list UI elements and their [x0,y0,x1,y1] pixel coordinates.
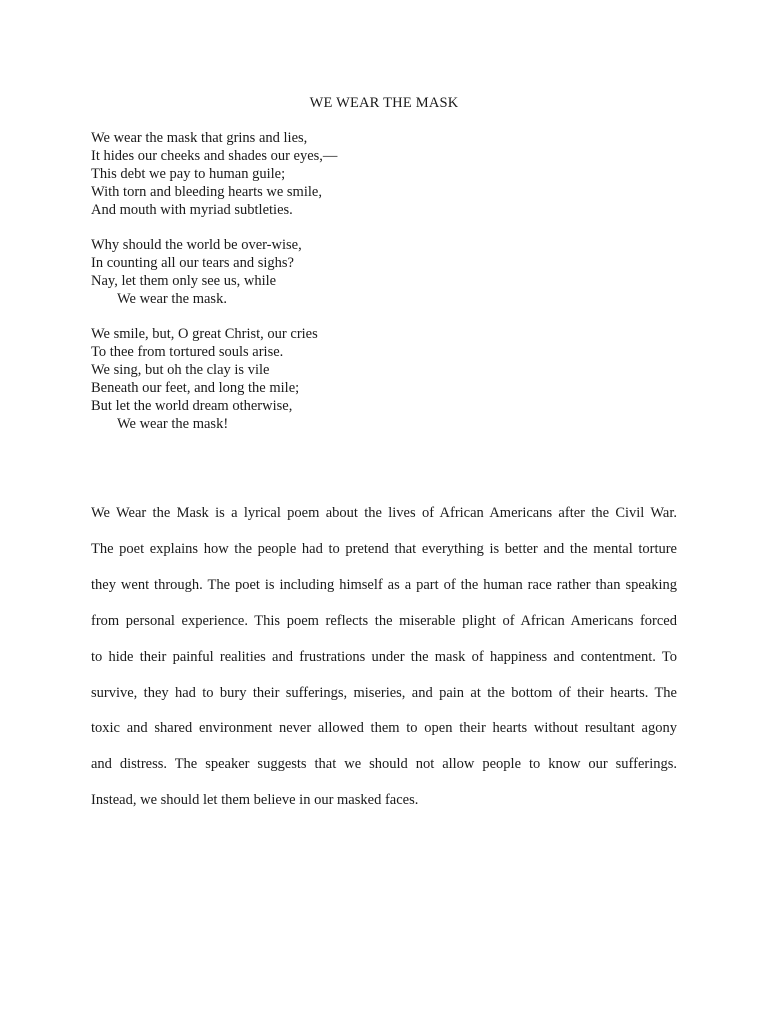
poem-stanza-1 [91,129,337,219]
poem-line: Why should the world be over-wise, [91,237,302,253]
poem-refrain-line: We wear the mask! [117,416,229,432]
poem-line: We sing, but oh the clay is vile [91,362,270,378]
poem-title: WE WEAR THE MASK [309,95,459,111]
poem-stanza-2 [91,236,302,308]
poem-refrain-line: We wear the mask. [117,291,227,307]
commentary-paragraph [91,496,677,819]
commentary-line: and distress. The speaker suggests that we should not allow people to know our sufferings. [91,756,677,773]
poem-line: But let the world dream otherwise, [91,398,293,414]
commentary-line: The poet explains how the people had to pretend that everything is better and the mental torture [91,540,677,557]
commentary-line: toxic and shared environment never allowed them to open their hearts without resultant agony [91,720,677,737]
poem-line: To thee from tortured souls arise. [91,344,284,360]
poem-line: With torn and bleeding hearts we smile, [91,184,322,200]
commentary-line: they went through. The poet is including himself as a part of the human race rather than speaking [91,576,677,593]
poem-line: This debt we pay to human guile; [91,166,286,182]
commentary-line: We Wear the Mask is a lyrical poem about the lives of African Americans after the Civil War. [91,505,677,521]
poem-line: It hides our cheeks and shades our eyes,— [91,148,338,164]
poem-line: In counting all our tears and sighs? [91,255,294,271]
commentary-line: to hide their painful realities and frustrations under the mask of happiness and contentment. To [91,648,677,665]
poem-line: We smile, but, O great Christ, our cries [91,326,318,342]
poem-stanza-3 [91,325,318,433]
poem-line: And mouth with myriad subtleties. [91,202,293,218]
commentary-line: from personal experience. This poem reflects the miserable plight of African Americans forced [91,612,677,629]
poem-line: Nay, let them only see us, while [91,273,277,289]
commentary-line: survive, they had to bury their sufferings, miseries, and pain at the bottom of their hearts. The [91,684,677,701]
poem-line: Beneath our feet, and long the mile; [91,380,300,396]
commentary-line: Instead, we should let them believe in our masked faces. [91,792,419,809]
poem-line: We wear the mask that grins and lies, [91,130,308,146]
